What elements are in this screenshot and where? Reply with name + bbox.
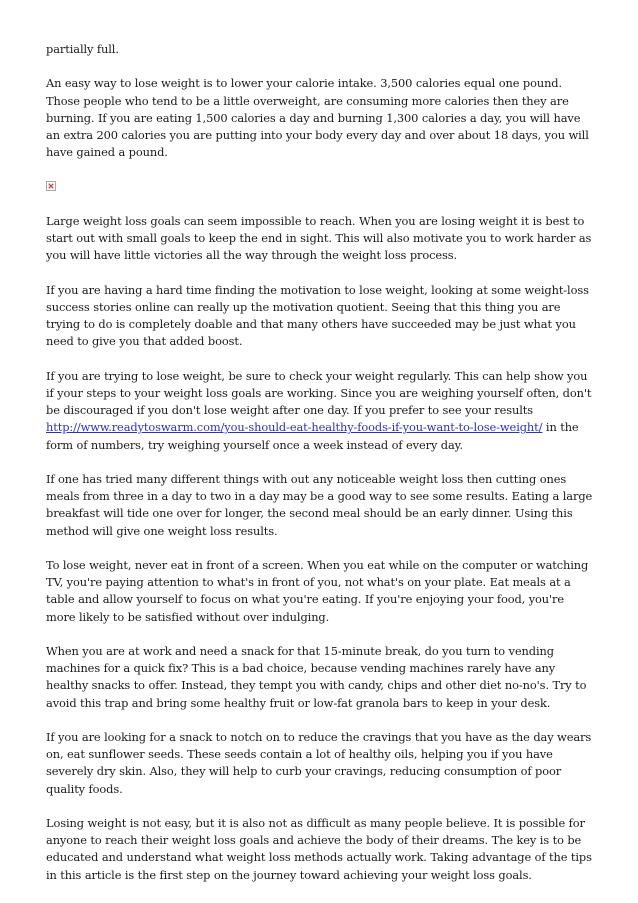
image-placeholder bbox=[46, 179, 594, 196]
article-link[interactable]: http://www.readytoswarm.com/you-should-eat-healthy-foods-if-you-want-to-lose-weight/ bbox=[46, 420, 543, 435]
paragraph-calorie-intake: An easy way to lose weight is to lower your calorie intake. 3,500 calories equal one pound. Those people who tend to be a little overweight, are consuming more calories then they are burning. If you are eating 1,500 calories a day and burning 1,300 calories a day, you will have an extra 200 calories you are putting into your body every day and over about 18 days, you will have gained a pound. bbox=[46, 76, 589, 160]
paragraph-check-weight-text: If you are trying to lose weight, be sure to check your weight regularly. This can help show you if your steps to your weight loss goals are working. Since you are weighing yourself often, don't be discouraged if you don't lose weight after one day. If you prefer to see your results bbox=[46, 368, 592, 418]
broken-image-icon bbox=[46, 181, 56, 191]
paragraph-two-meals: If one has tried many different things with out any noticeable weight loss then cutting ones meals from three in a day to two in a day may be a good way to see some results. Eating a large breakfast will tide one over for longer, the second meal should be an early dinner. Using this method will give one weight loss results. bbox=[46, 471, 593, 538]
paragraph-motivation: If you are having a hard time finding the motivation to lose weight, looking at some weight-loss success stories online can really up the motivation quotient. Seeing that this thing you are trying to do is completely doable and that many others have succeeded may be just what you need to give you that added boost. bbox=[46, 282, 589, 349]
paragraph-screen-eating: To lose weight, never eat in front of a screen. When you eat while on the computer or watching TV, you're paying attention to what's in front of you, not what's on your plate. Eat meals at a table and allow yourself to focus on what you're eating. If you're enjoying your food, you're more likely to be satisfied without over indulging. bbox=[46, 557, 589, 624]
paragraph-vending-machines: When you are at work and need a snack for that 15-minute break, do you turn to vending machines for a quick fix? This is a bad choice, because vending machines rarely have any healthy snacks to offer. Instead, they tempt you with candy, chips and other diet no-no's. Try to avoid this trap and bring some healthy fruit or low-fat granola bars to keep in your desk. bbox=[46, 643, 587, 710]
paragraph-check-weight-text-end: in the form of numbers, try weighing yourself once a week instead of every day. bbox=[46, 420, 579, 452]
paragraph-conclusion: Losing weight is not easy, but it is also not as difficult as many people believe. It is possible for anyone to reach their weight loss goals and achieve the body of their dreams. The key is to be educated and understand what weight loss methods actually work. Taking advantage of the tips in this article is the first step on the journey toward achieving your weight loss goals. bbox=[46, 815, 592, 882]
paragraph-sunflower-seeds: If you are looking for a snack to notch on to reduce the cravings that you have as the day wears on, eat sunflower seeds. These seeds contain a lot of healthy oils, helping you if you have severely dry skin. Also, they will help to curb your cravings, reducing consumption of poor quality foods. bbox=[46, 729, 592, 796]
intro-fragment: partially full. bbox=[46, 42, 119, 56]
paragraph-check-weight bbox=[46, 368, 594, 454]
document-body bbox=[46, 41, 594, 901]
paragraph-small-goals: Large weight loss goals can seem impossible to reach. When you are losing weight it is best to start out with small goals to keep the end in sight. This will also motivate you to work harder as you will have little victories all the way through the weight loss process. bbox=[46, 213, 592, 263]
